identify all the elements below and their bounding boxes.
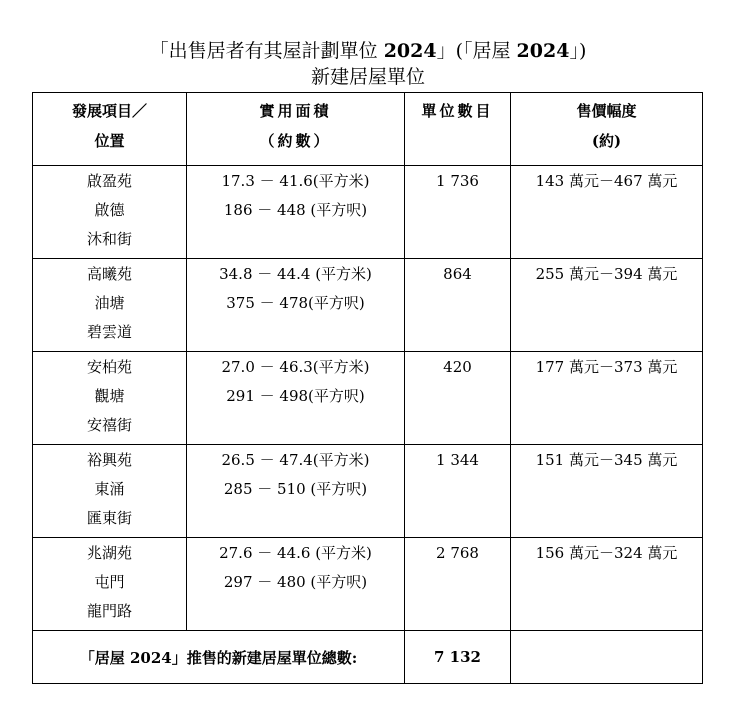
total-empty-cell — [511, 631, 703, 684]
header-project-line1: 發展項目／ — [71, 102, 147, 120]
area-sqm: 26.5 － 47.4(平方米) — [221, 451, 370, 469]
header-area-line1: 實用面積 — [259, 102, 332, 120]
project-street: 沐和街 — [86, 230, 132, 248]
price-cell — [511, 352, 703, 445]
title-middle: 」(「居屋 — [436, 40, 511, 62]
price-range: 156 萬元－324 萬元 — [535, 544, 678, 562]
price-range: 255 萬元－394 萬元 — [535, 265, 678, 283]
units-count: 864 — [443, 265, 472, 283]
project-district: 油塘 — [94, 294, 125, 312]
document-subtitle: 新建居屋單位 — [310, 66, 425, 88]
project-cell — [33, 259, 187, 352]
flat-sale-table — [32, 92, 703, 684]
header-area — [187, 93, 405, 166]
price-range: 143 萬元－467 萬元 — [535, 172, 678, 190]
area-sqft: 297 － 480 (平方呎) — [223, 573, 368, 591]
header-units-label: 單位數目 — [421, 102, 494, 120]
area-sqft: 291 － 498(平方呎) — [226, 387, 365, 405]
total-row — [33, 631, 703, 684]
project-cell — [33, 352, 187, 445]
header-price — [511, 93, 703, 166]
area-sqm: 27.0 － 46.3(平方米) — [221, 358, 370, 376]
project-district: 屯門 — [94, 573, 125, 591]
area-sqm: 34.8 － 44.4 (平方米) — [219, 265, 372, 283]
project-street: 碧雲道 — [86, 323, 132, 341]
price-cell — [511, 538, 703, 631]
price-cell — [511, 166, 703, 259]
units-cell — [405, 352, 511, 445]
area-cell — [187, 166, 405, 259]
total-value: 7 132 — [405, 631, 511, 684]
units-count: 420 — [443, 358, 472, 376]
units-cell — [405, 538, 511, 631]
price-range: 151 萬元－345 萬元 — [535, 451, 678, 469]
project-name: 兆湖苑 — [86, 544, 132, 562]
units-count: 1 736 — [436, 172, 479, 190]
units-count: 2 768 — [436, 544, 479, 562]
area-cell — [187, 445, 405, 538]
area-cell — [187, 352, 405, 445]
project-street: 匯東街 — [86, 509, 132, 527]
header-units — [405, 93, 511, 166]
project-name: 啟盈苑 — [86, 172, 132, 190]
area-sqft: 186 － 448 (平方呎) — [223, 201, 368, 219]
title-year-2: 2024 — [516, 40, 570, 62]
area-cell — [187, 538, 405, 631]
project-name: 高曦苑 — [86, 265, 132, 283]
table-row — [33, 166, 703, 259]
table-row — [33, 445, 703, 538]
price-range: 177 萬元－373 萬元 — [535, 358, 678, 376]
price-cell — [511, 445, 703, 538]
header-project — [33, 93, 187, 166]
project-district: 啟德 — [94, 201, 125, 219]
area-sqft: 285 － 510 (平方呎) — [223, 480, 368, 498]
units-count: 1 344 — [436, 451, 479, 469]
title-year: 2024 — [383, 40, 437, 62]
project-cell — [33, 538, 187, 631]
project-street: 龍門路 — [86, 602, 132, 620]
total-label: 「居屋 2024」推售的新建居屋單位總數: — [33, 631, 405, 684]
units-cell — [405, 166, 511, 259]
header-project-line2: 位置 — [94, 132, 125, 150]
area-sqm: 27.6 － 44.6 (平方米) — [219, 544, 372, 562]
units-cell — [405, 445, 511, 538]
table-header-row — [33, 93, 703, 166]
document-title — [0, 40, 736, 62]
project-district: 東涌 — [94, 480, 125, 498]
units-cell — [405, 259, 511, 352]
area-cell — [187, 259, 405, 352]
table-row — [33, 352, 703, 445]
area-sqm: 17.3 － 41.6(平方米) — [221, 172, 370, 190]
area-sqft: 375 － 478(平方呎) — [226, 294, 365, 312]
project-street: 安禧街 — [86, 416, 132, 434]
project-name: 裕興苑 — [86, 451, 132, 469]
header-price-line1: 售價幅度 — [576, 102, 637, 120]
project-cell — [33, 166, 187, 259]
table-row — [33, 259, 703, 352]
project-district: 觀塘 — [94, 387, 125, 405]
title-suffix: 」) — [569, 40, 587, 62]
price-cell — [511, 259, 703, 352]
header-price-line2: (約) — [591, 132, 622, 150]
title-prefix: 「出售居者有其屋計劃單位 — [149, 40, 378, 62]
header-area-line2: （約數） — [259, 132, 332, 150]
table-row — [33, 538, 703, 631]
project-name: 安柏苑 — [86, 358, 132, 376]
project-cell — [33, 445, 187, 538]
